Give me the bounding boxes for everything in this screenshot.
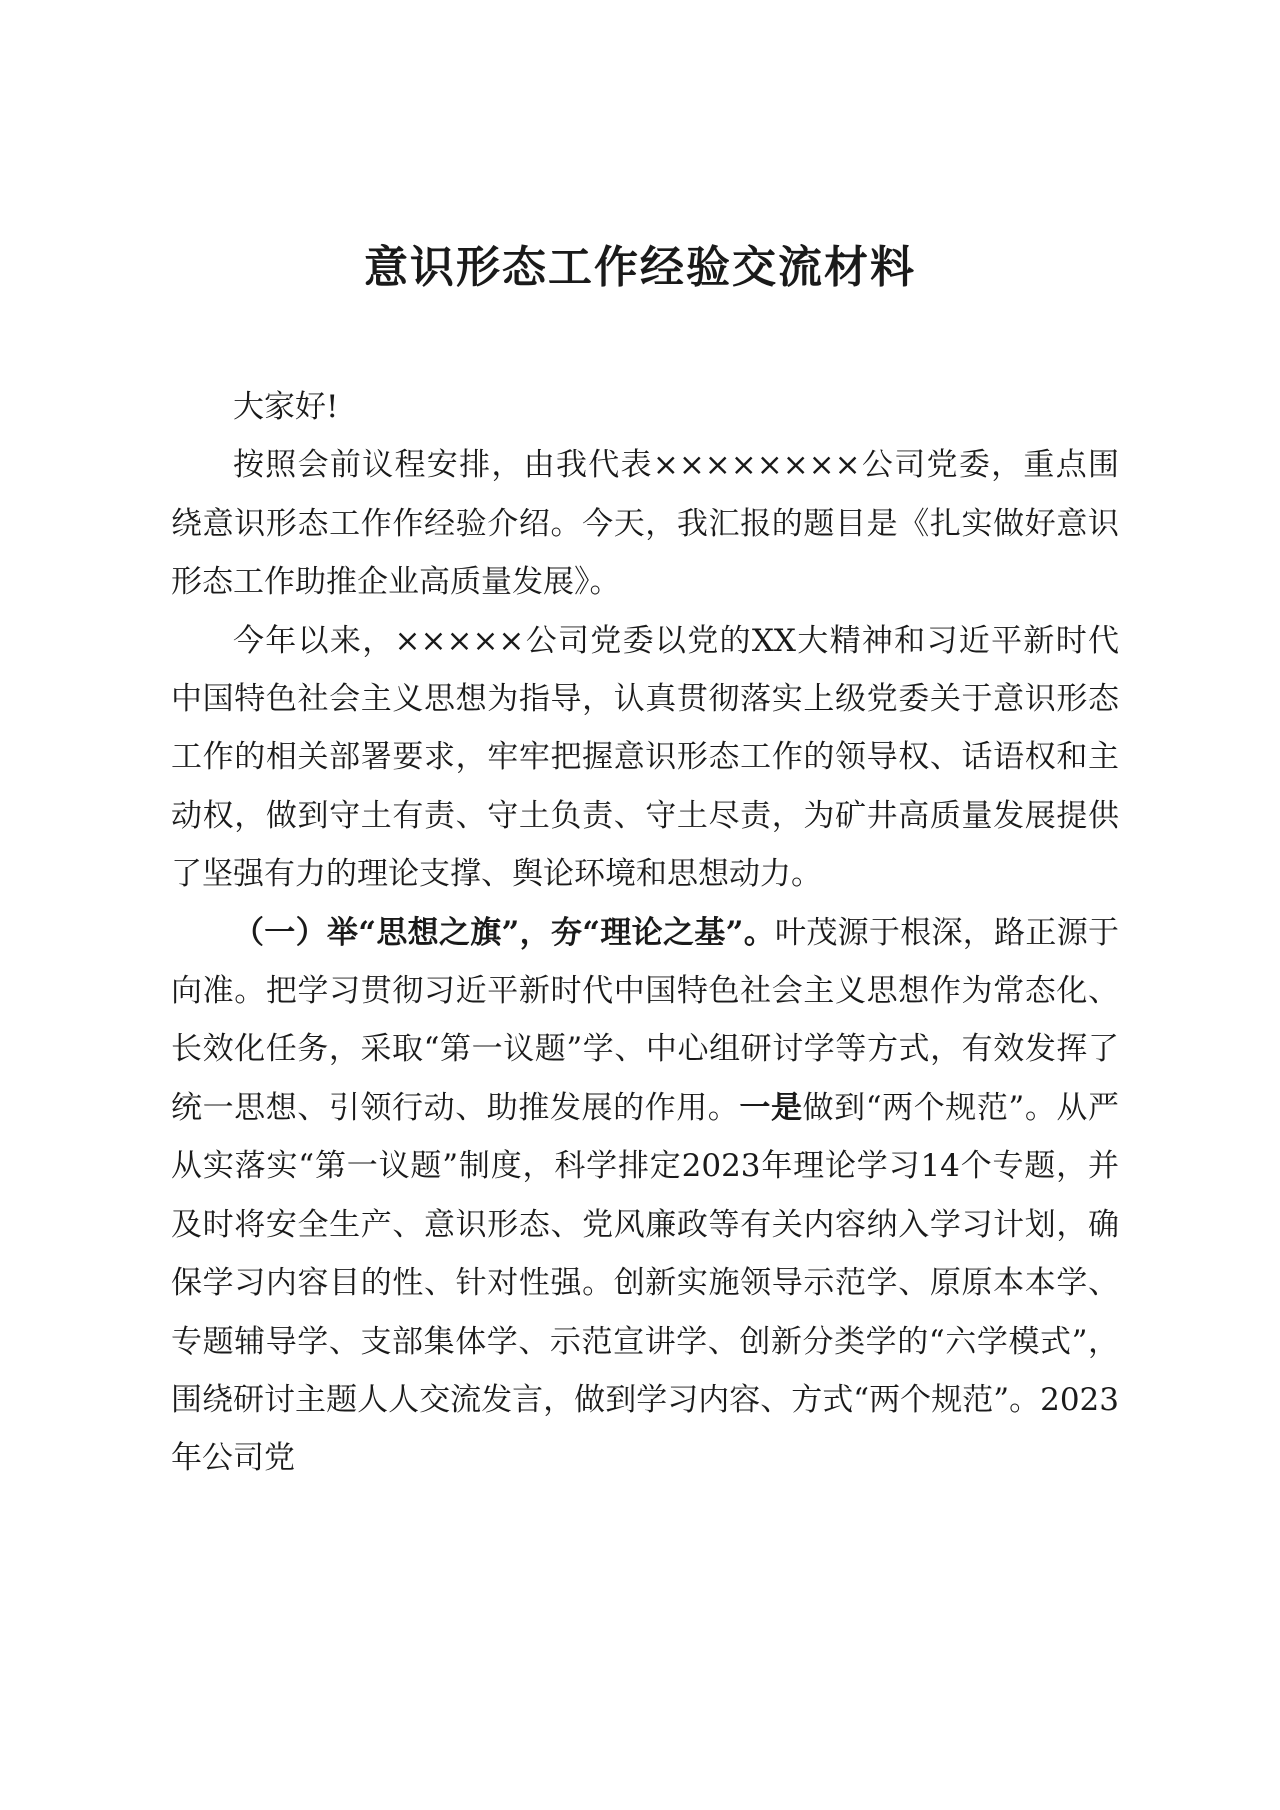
overview-paragraph: 今年以来，×××××公司党委以党的XX大精神和习近平新时代中国特色社会主义思想为指导，认真贯彻落实上级党委关于意识形态工作的相关部署要求，牢牢把握意识形态工作的领导权、话语权和主动权，做到守土有责、守土负责、守土尽责，为矿井高质量发展提供了坚强有力的理论支撑、舆论环境和思想动力。 [171, 622, 1119, 893]
greeting-paragraph: 大家好! [233, 389, 339, 425]
point-one-text: 做到“两个规范”。从严从实落实“第一议题”制度，科学排定2023年理论学习14个专题，并及时将安全生产、意识形态、党风廉政等有关内容纳入学习计划，确保学习内容目的性、针对性强。创新实施领导示范学、原原本本学、专题辅导学、支部集体学、示范宣讲学、创新分类学的“六学模式”，围绕研讨主题人人交流发言，做到学习内容、方式“两个规范”。2023年公司党 [171, 1089, 1120, 1477]
document-title: 意识形态工作经验交流材料 [364, 242, 916, 293]
section-one-intro-text: 叶茂源于根深，路正源于向准。把学习贯彻习近平新时代中国特色社会主义思想作为常态化、长效化任务，采取“第一议题”学、中心组研讨学等方式，有效发挥了统一思想、引领行动、助推发展的作用。 [171, 914, 1120, 1126]
intro-paragraph: 按照会前议程安排，由我代表××××××××公司党委，重点围绕意识形态工作作经验介绍。今天，我汇报的题目是《扎实做好意识形态工作助推企业高质量发展》。 [171, 447, 1119, 601]
document-body [171, 378, 1119, 1488]
point-one-label: 一是 [739, 1089, 803, 1126]
section-one-paragraph [171, 904, 1119, 1488]
section-one-heading: （一）举“思想之旗”，夯“理论之基”。 [233, 914, 776, 951]
